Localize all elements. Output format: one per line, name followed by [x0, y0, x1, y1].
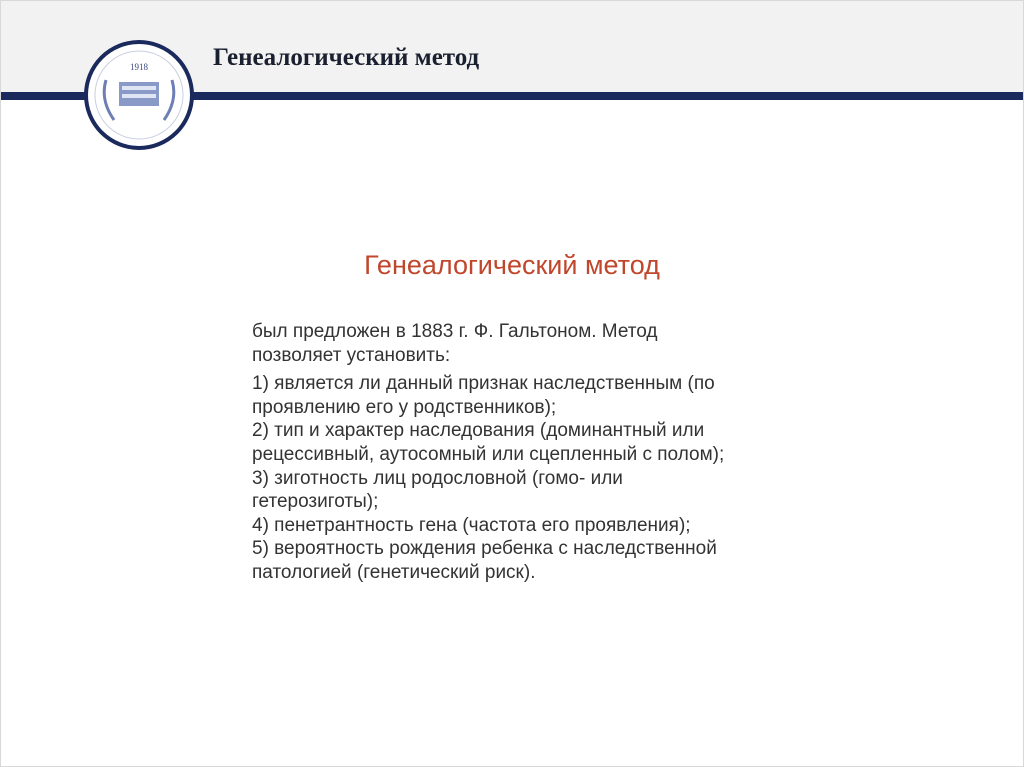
list-line: проявлению его у родственников); [252, 396, 557, 418]
svg-text:1918: 1918 [130, 62, 148, 72]
list-line: гетерозиготы); [252, 491, 379, 513]
list-line: патологией (генетический риск). [252, 561, 536, 583]
header-title: Генеалогический метод [213, 44, 480, 71]
list-line: 4) пенетрантность гена (частота его проявления); [252, 514, 691, 536]
university-logo [84, 40, 194, 150]
slide-body [252, 320, 724, 585]
list-line: 5) вероятность рождения ребенка с наследственной [252, 538, 717, 560]
list-line: 1) является ли данный признак наследственным (по [252, 373, 715, 395]
list-line: 3) зиготность лиц родословной (гомо- или [252, 467, 623, 489]
slide-title-text: Генеалогический метод [364, 250, 660, 280]
intro-line: позволяет установить: [252, 344, 451, 366]
slide-title [0, 250, 1024, 281]
list-line: рецессивный, аутосомный или сцепленный с полом); [252, 443, 725, 465]
intro-line: был предложен в 1883 г. Ф. Гальтоном. Метод [252, 321, 658, 342]
list-line: 2) тип и характер наследования (доминантный или [252, 420, 705, 442]
